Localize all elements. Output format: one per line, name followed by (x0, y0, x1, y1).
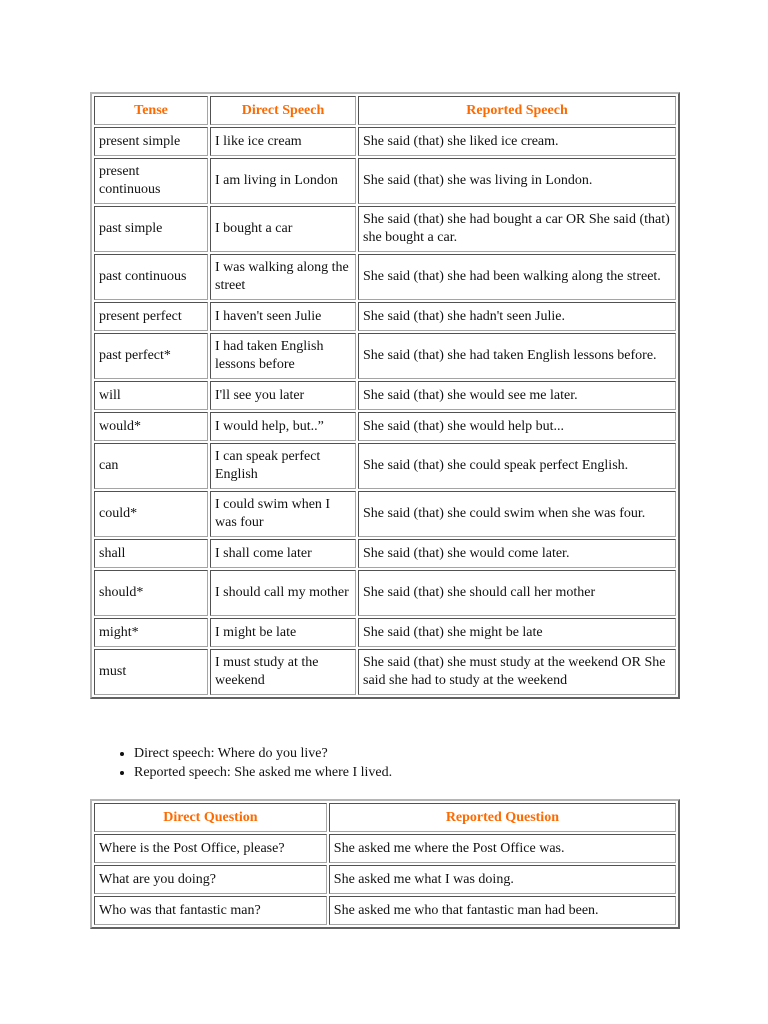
tense-cell: will (94, 381, 208, 410)
question-table (90, 799, 680, 929)
reported-speech-cell: She said (that) she might be late (358, 618, 676, 647)
direct-speech-cell: I like ice cream (210, 127, 356, 156)
direct-speech-cell: I would help, but..” (210, 412, 356, 441)
reported-speech-cell: She said (that) she would come later. (358, 539, 676, 568)
reported-speech-cell: She said (that) she would see me later. (358, 381, 676, 410)
direct-speech-cell: I bought a car (210, 206, 356, 252)
direct-speech-cell: I had taken English lessons before (210, 333, 356, 379)
reported-question-cell: She asked me what I was doing. (329, 865, 676, 894)
table-row (94, 443, 676, 489)
table-row (94, 896, 676, 925)
reported-speech-cell: She said (that) she liked ice cream. (358, 127, 676, 156)
tense-cell: would* (94, 412, 208, 441)
reported-speech-cell: She said (that) she hadn't seen Julie. (358, 302, 676, 331)
tense-cell: shall (94, 539, 208, 568)
direct-speech-cell: I shall come later (210, 539, 356, 568)
tense-table-header (94, 96, 676, 125)
direct-question-cell: Where is the Post Office, please? (94, 834, 327, 863)
reported-speech-cell: She said (that) she should call her mother (358, 570, 676, 616)
direct-speech-cell: I'll see you later (210, 381, 356, 410)
table-row (94, 302, 676, 331)
reported-speech-cell: She said (that) she would help but... (358, 412, 676, 441)
reported-speech-cell: She said (that) she must study at the weekend OR She said she had to study at the weekend (358, 649, 676, 695)
reported-speech-cell: She said (that) she was living in London. (358, 158, 676, 204)
table-row (94, 158, 676, 204)
tense-cell: must (94, 649, 208, 695)
reported-speech-cell: She said (that) she had been walking along the street. (358, 254, 676, 300)
table-row (94, 649, 676, 695)
direct-speech-cell: I should call my mother (210, 570, 356, 616)
reported-speech-cell: She said (that) she could speak perfect English. (358, 443, 676, 489)
table-row (94, 539, 676, 568)
tense-cell: could* (94, 491, 208, 537)
header-reported-speech: Reported Speech (358, 96, 676, 125)
tense-cell: present perfect (94, 302, 208, 331)
example-reported-speech: • Reported speech: She asked me where I lived. (134, 763, 392, 782)
direct-speech-cell: I can speak perfect English (210, 443, 356, 489)
tense-cell: past perfect* (94, 333, 208, 379)
table-row (94, 127, 676, 156)
table-row (94, 254, 676, 300)
reported-speech-cell: She said (that) she had bought a car OR She said (that) she bought a car. (358, 206, 676, 252)
reported-speech-cell: She said (that) she had taken English lessons before. (358, 333, 676, 379)
table-row (94, 206, 676, 252)
reported-speech-cell: She said (that) she could swim when she was four. (358, 491, 676, 537)
tense-cell: past simple (94, 206, 208, 252)
question-table-header (94, 803, 676, 832)
table-row (94, 618, 676, 647)
direct-speech-cell: I might be late (210, 618, 356, 647)
tense-cell: present continuous (94, 158, 208, 204)
table-row (94, 381, 676, 410)
tense-cell: should* (94, 570, 208, 616)
tense-cell: past continuous (94, 254, 208, 300)
header-tense: Tense (94, 96, 208, 125)
table-row (94, 333, 676, 379)
direct-question-cell: What are you doing? (94, 865, 327, 894)
direct-speech-cell: I haven't seen Julie (210, 302, 356, 331)
table-row (94, 834, 676, 863)
tense-cell: can (94, 443, 208, 489)
reported-question-cell: She asked me who that fantastic man had been. (329, 896, 676, 925)
tense-cell: present simple (94, 127, 208, 156)
example-list (96, 744, 392, 782)
table-row (94, 491, 676, 537)
direct-question-cell: Who was that fantastic man? (94, 896, 327, 925)
header-reported-question: Reported Question (329, 803, 676, 832)
direct-speech-cell: I could swim when I was four (210, 491, 356, 537)
header-direct-question: Direct Question (94, 803, 327, 832)
direct-speech-cell: I am living in London (210, 158, 356, 204)
tense-table (90, 92, 680, 699)
table-row (94, 570, 676, 616)
example-direct-speech: • Direct speech: Where do you live? (134, 744, 392, 763)
table-row (94, 412, 676, 441)
header-direct-speech: Direct Speech (210, 96, 356, 125)
tense-cell: might* (94, 618, 208, 647)
direct-speech-cell: I was walking along the street (210, 254, 356, 300)
table-row (94, 865, 676, 894)
reported-question-cell: She asked me where the Post Office was. (329, 834, 676, 863)
direct-speech-cell: I must study at the weekend (210, 649, 356, 695)
